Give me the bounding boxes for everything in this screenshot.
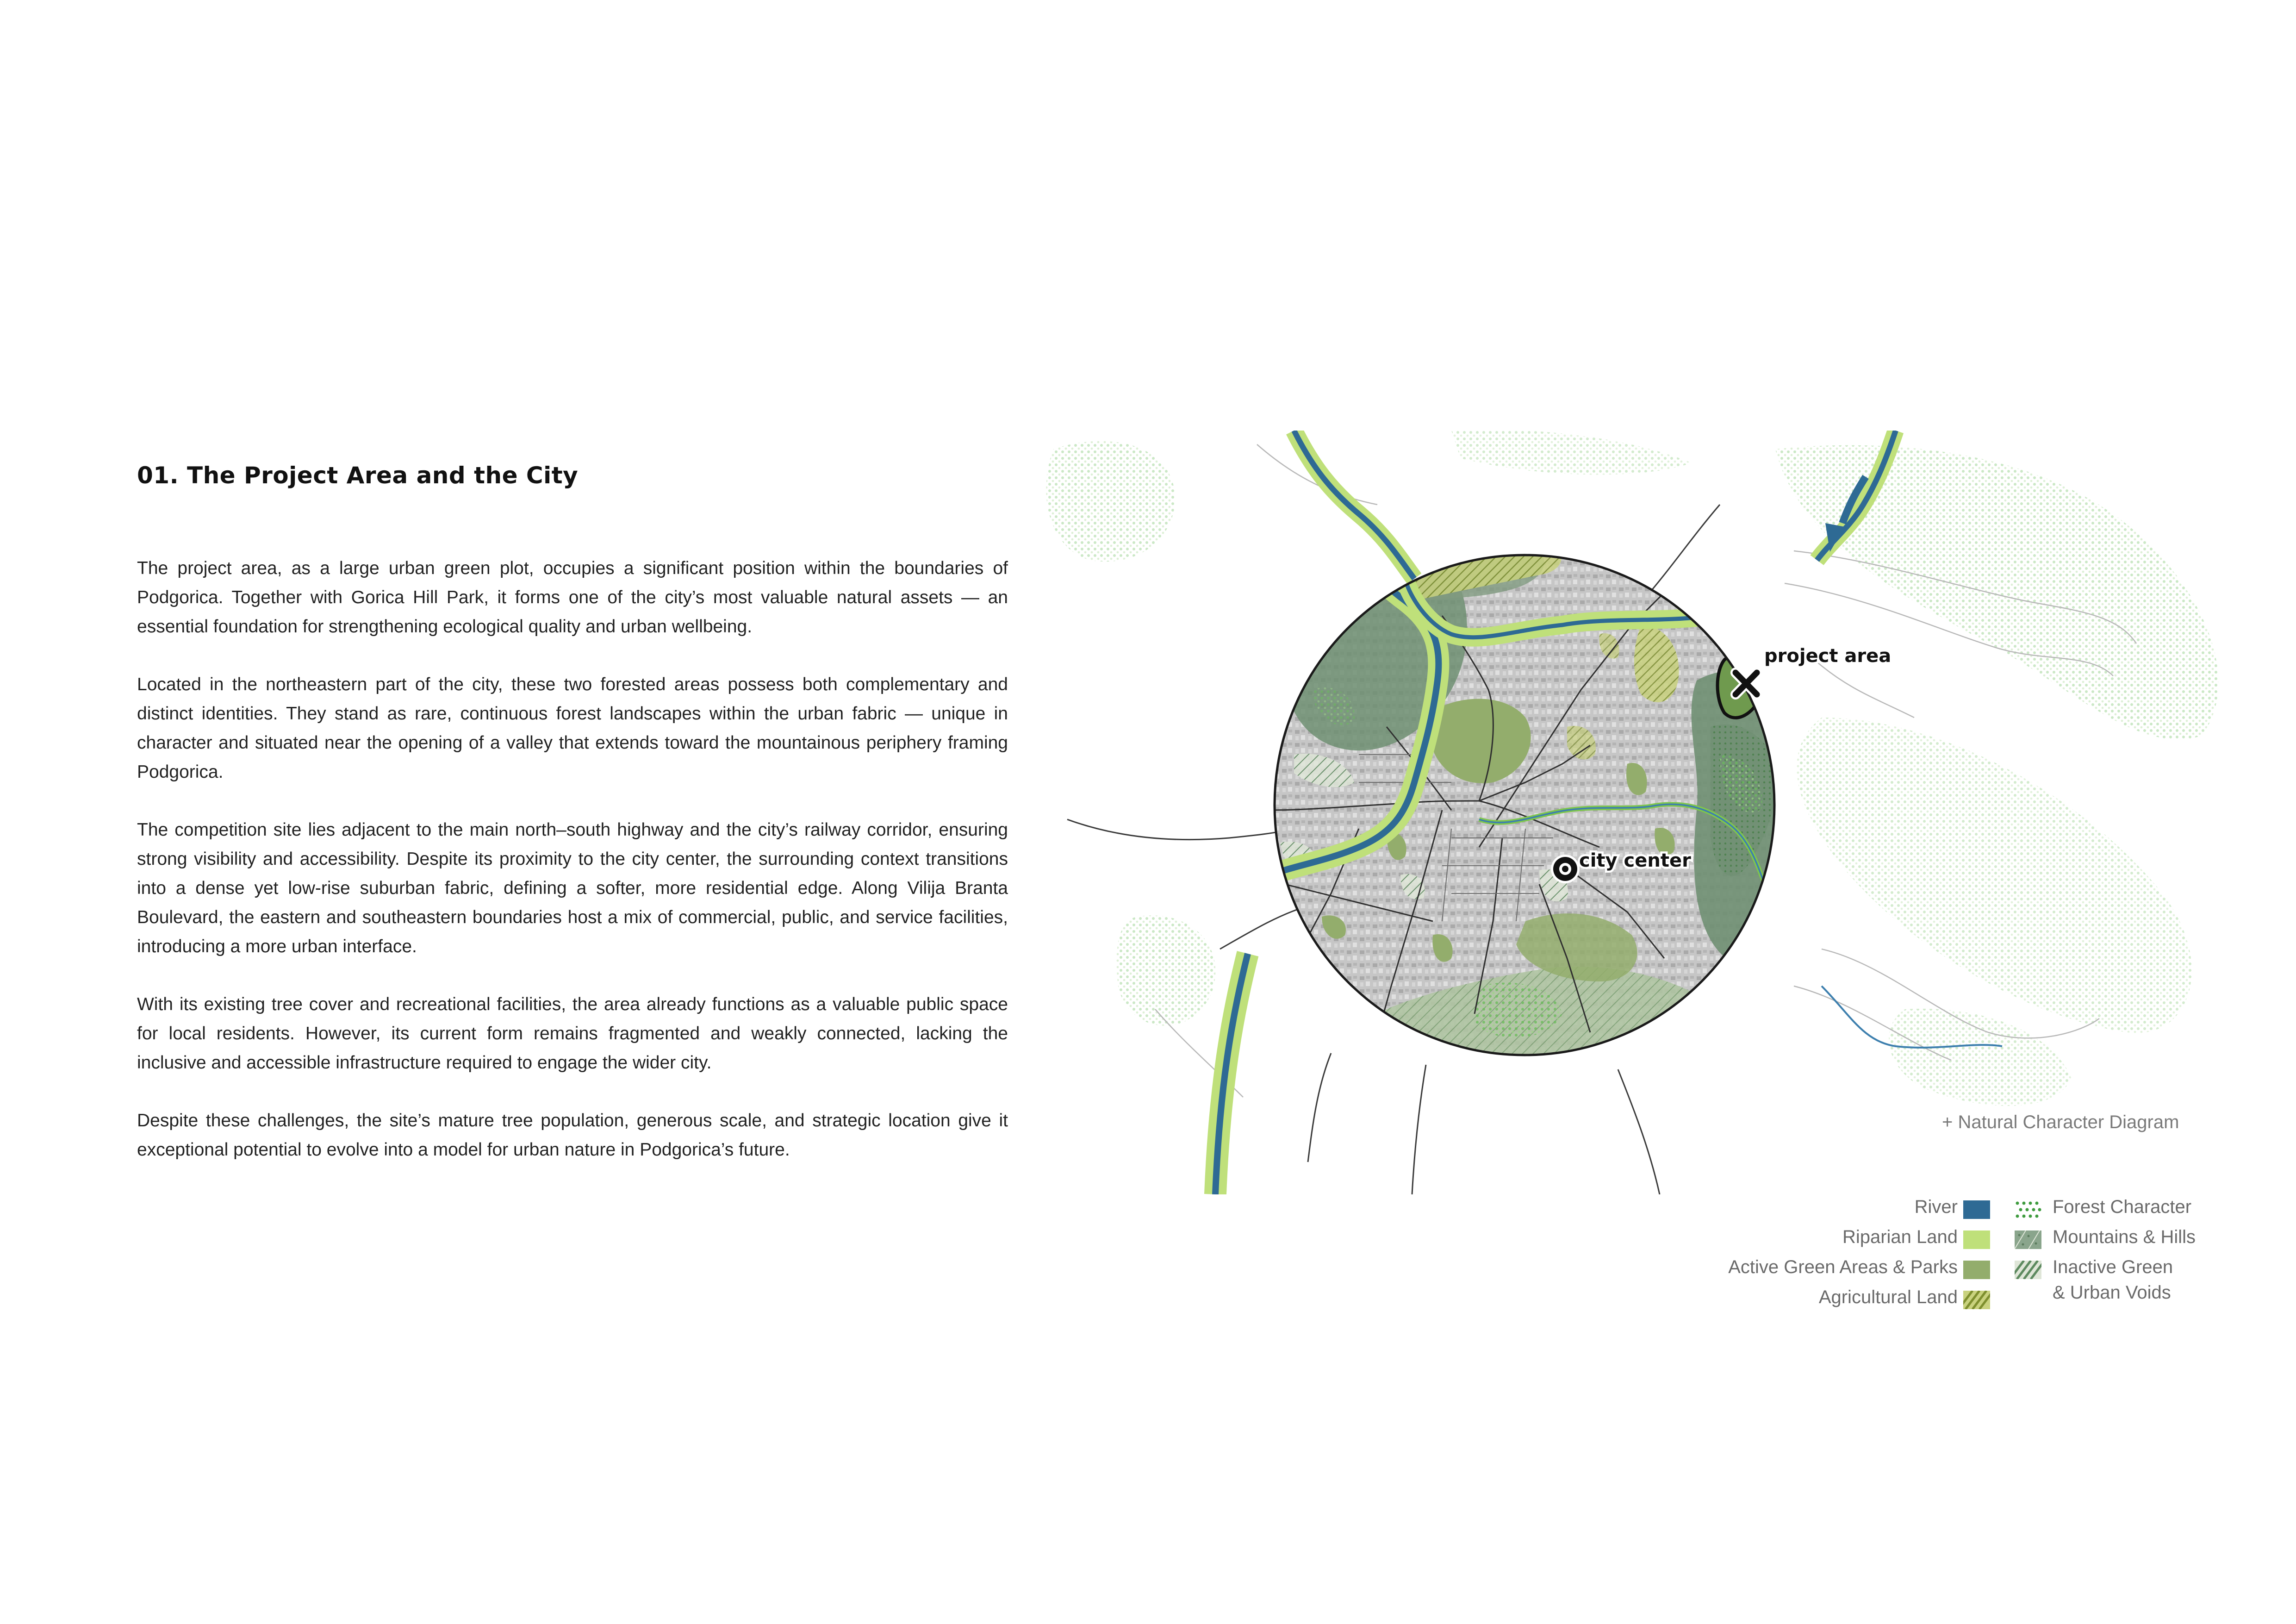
project-area-label: project area — [1764, 645, 1892, 667]
legend-item-mountains-hills — [2015, 1227, 2223, 1257]
inactive-green-swatch-icon — [2015, 1261, 2041, 1279]
legend-label: Active Green Areas & Parks — [1728, 1257, 1958, 1277]
legend-item-agricultural-land — [1666, 1287, 1990, 1317]
legend-item-riparian-land — [1666, 1227, 1990, 1257]
active-green-swatch-icon — [1963, 1261, 1990, 1279]
natural-character-map — [1035, 431, 2255, 1194]
legend-label: Forest Character — [2053, 1197, 2192, 1217]
legend-right — [2015, 1197, 2223, 1308]
paragraph: With its existing tree cover and recreational facilities, the area already functions as a valuable public space for local residents. However, its current form remains fragmented and weakly connected, lacking the inclusive and accessible infrastructure required to engage the wider city. — [137, 994, 1008, 1073]
legend-label: Agricultural Land — [1818, 1287, 1958, 1307]
legend-label: Mountains & Hills — [2053, 1227, 2196, 1247]
riparian-swatch-icon — [1963, 1230, 1990, 1249]
body-text — [137, 554, 1008, 1193]
legend-item-active-green — [1666, 1257, 1990, 1287]
agricultural-swatch-icon — [1963, 1291, 1990, 1309]
section-title: 01. The Project Area and the City — [137, 462, 579, 489]
city-center-label: city center — [1579, 850, 1691, 871]
legend-label-continued: & Urban Voids — [2053, 1282, 2171, 1303]
paragraph: Despite these challenges, the site’s mature tree population, generous scale, and strategic location give it exceptional potential to evolve into a model for urban nature in Podgorica’s future. — [137, 1111, 1008, 1160]
legend-left — [1666, 1197, 1990, 1317]
legend-label: Riparian Land — [1842, 1227, 1958, 1247]
paragraph: The project area, as a large urban green plot, occupies a significant position within the boundaries of Podgorica. Together with Gorica Hill Park, it forms one of the city’s most valuable natural assets — an essential foundation for strengthening ecological quality and urban wellbeing. — [137, 558, 1008, 637]
legend-item-inactive-green — [2015, 1257, 2223, 1308]
paragraph: Located in the northeastern part of the city, these two forested areas possess both complementary and distinct identities. They stand as rare, continuous forest landscapes within the urban fabric — unique in character and situated near the opening of a valley that extends toward the mountainous periphery framing Podgorica. — [137, 675, 1008, 782]
legend-label: River — [1914, 1197, 1958, 1217]
legend-label: Inactive Green — [2053, 1257, 2173, 1277]
diagram-caption: + Natural Character Diagram — [1942, 1112, 2179, 1132]
city-center-marker — [1551, 855, 1580, 883]
mountains-swatch-icon — [2015, 1230, 2041, 1249]
river-swatch-icon — [1963, 1200, 1990, 1219]
paragraph: The competition site lies adjacent to the main north–south highway and the city’s railway corridor, ensuring strong visibility and accessibility. Despite its proximity to the city center, the surrounding context transitions into a dense yet low-rise suburban fabric, defining a softer, more residential edge. Along Vilija Branta Boulevard, the eastern and southeastern boundaries host a mix of commercial, public, and service facilities, introducing a more urban interface. — [137, 820, 1008, 956]
legend-item-forest-character — [2015, 1197, 2223, 1227]
forest-dots-swatch-icon — [2015, 1200, 2041, 1219]
legend-item-river — [1666, 1197, 1990, 1227]
